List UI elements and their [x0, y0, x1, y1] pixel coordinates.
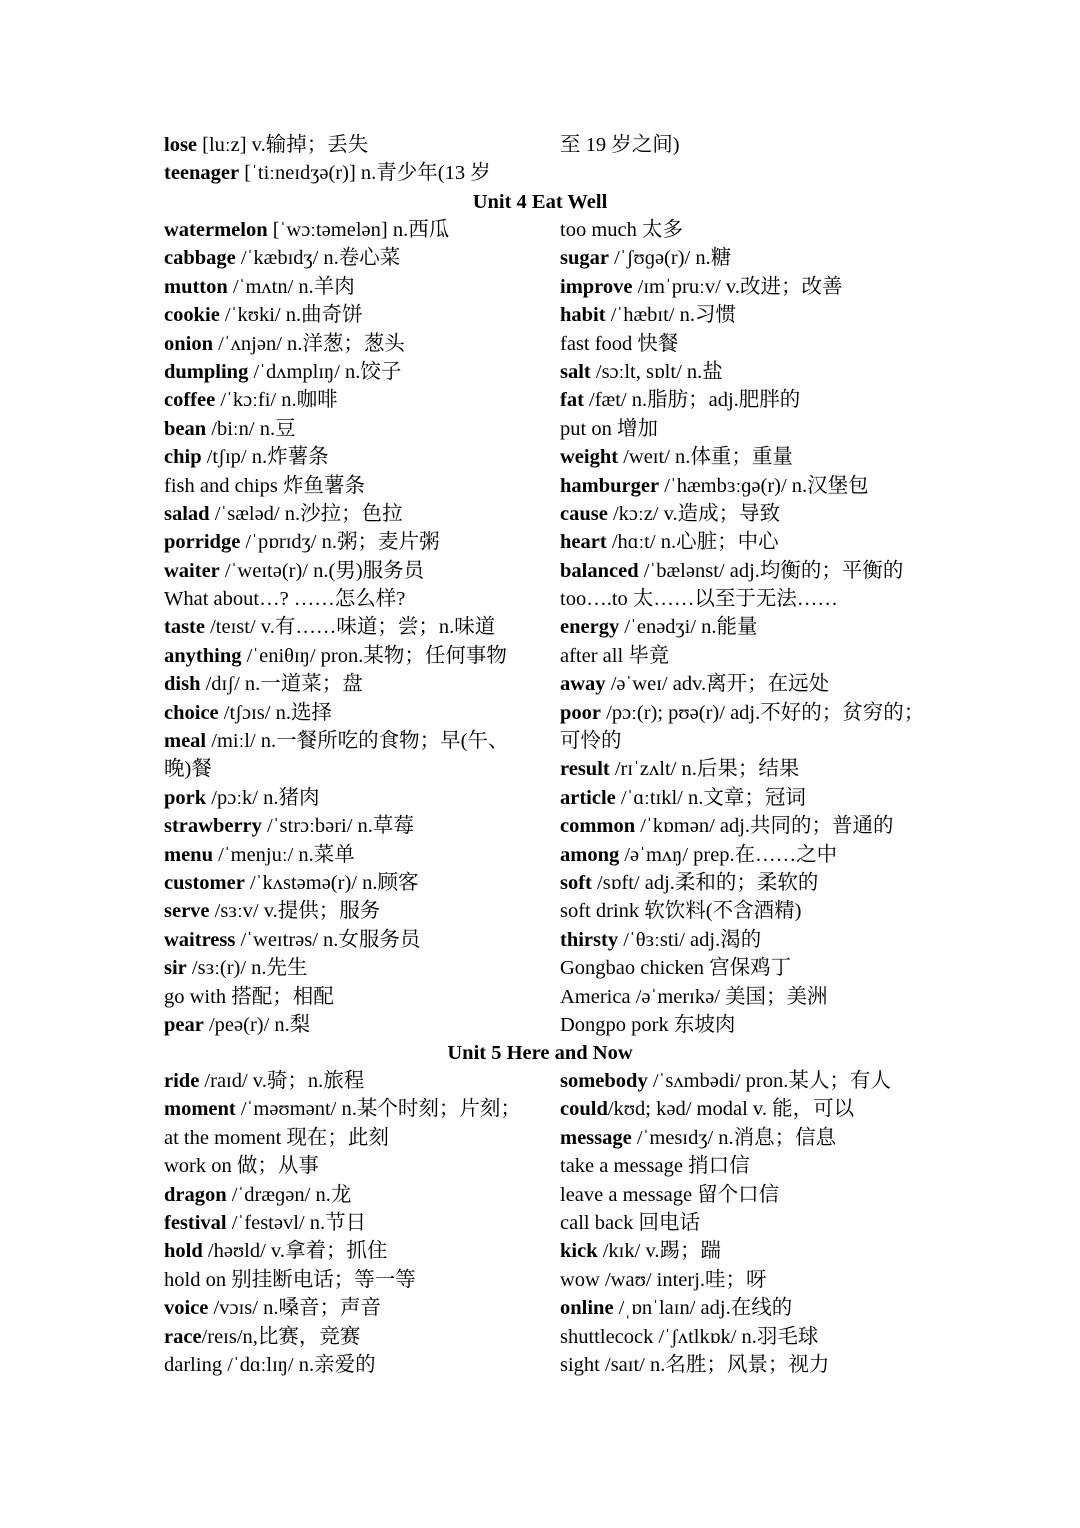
vocab-entry [560, 613, 924, 641]
vocab-entry [164, 131, 491, 159]
vocab-entry [164, 159, 491, 187]
vocab-entry [560, 500, 924, 528]
vocab-entry [164, 755, 509, 783]
vocab-definition: /ˌɒnˈlaɪn/ adj.在线的 [613, 1297, 793, 1320]
vocab-definition: /kɪk/ v.踢；踹 [597, 1240, 721, 1263]
vocab-entry [164, 330, 509, 358]
vocab-entry [560, 244, 924, 272]
vocab-definition: /fæt/ n.脂肪；adj.肥胖的 [583, 389, 801, 412]
vocab-headword: race [164, 1325, 202, 1348]
vocab-headword: meal [164, 730, 207, 753]
vocab-headword: common [560, 815, 636, 838]
vocab-headword: weight [560, 446, 619, 469]
vocab-headword: onion [164, 332, 213, 355]
vocab-definition: /ˈhæmbɜːɡə(r)/ n.汉堡包 [659, 474, 869, 497]
vocab-definition: /ˈmesɪdʒ/ n.消息；信息 [631, 1126, 837, 1149]
intro-right-column [560, 131, 680, 159]
vocab-definition: /ˈʌnjən/ n.洋葱；葱头 [213, 332, 405, 355]
vocab-definition: at the moment 现在；此刻 [164, 1126, 389, 1149]
vocab-headword: waitress [164, 928, 236, 951]
vocab-headword: porridge [164, 531, 241, 554]
vocab-headword: dish [164, 673, 201, 696]
vocab-entry [164, 301, 509, 329]
vocab-definition: /ˈməʊmənt/ n.某个时刻；片刻； [235, 1098, 521, 1121]
vocab-entry [164, 358, 509, 386]
vocab-definition: /ˈmʌtn/ n.羊肉 [227, 275, 355, 298]
vocab-entry [164, 500, 509, 528]
vocab-entry [560, 443, 924, 471]
vocab-definition: /hɑːt/ n.心脏；中心 [606, 531, 779, 554]
vocab-headword: watermelon [164, 219, 268, 241]
vocab-entry [560, 1067, 891, 1095]
vocab-headword: cabbage [164, 247, 236, 270]
vocab-entry [560, 841, 924, 869]
unit4-right-column [560, 216, 924, 1039]
vocab-definition: 至 19 岁之间) [560, 134, 680, 156]
vocab-headword: teenager [164, 162, 240, 185]
vocab-definition: leave a message 留个口信 [560, 1183, 780, 1206]
vocab-definition: /sɜːv/ v.提供；服务 [209, 900, 381, 923]
vocab-definition: too much 太多 [560, 219, 683, 241]
vocab-headword: dragon [164, 1183, 227, 1206]
vocab-headword: improve [560, 275, 633, 298]
vocab-entry [164, 244, 509, 272]
vocab-headword: taste [164, 616, 205, 639]
vocab-definition: America /əˈmerɪkə/ 美国；美洲 [560, 985, 828, 1008]
vocab-entry [164, 443, 509, 471]
vocab-definition: /kʊd; kəd/ modal v. 能，可以 [607, 1098, 855, 1121]
vocab-headword: festival [164, 1211, 227, 1234]
vocab-definition: /ˈɑːtɪkl/ n.文章；冠词 [615, 786, 806, 809]
intro-left-column [164, 131, 491, 188]
vocab-entry [164, 557, 509, 585]
vocab-entry [164, 613, 509, 641]
vocab-definition: fish and chips 炸鱼薯条 [164, 474, 365, 497]
vocab-definition: /ˈsæləd/ n.沙拉；色拉 [209, 502, 403, 525]
vocab-entry [164, 386, 509, 414]
vocab-definition: /biːn/ n.豆 [206, 417, 296, 440]
vocab-entry [560, 1294, 891, 1322]
vocab-definition: darling /ˈdɑːlɪŋ/ n.亲爱的 [164, 1353, 376, 1376]
vocab-entry [164, 1067, 521, 1095]
vocab-headword: somebody [560, 1070, 648, 1092]
vocab-definition: /sɔːlt, sɒlt/ n.盐 [590, 360, 723, 383]
vocab-definition: /ˈdʌmplɪŋ/ n.饺子 [248, 360, 402, 383]
vocab-entry [164, 1266, 521, 1294]
vocab-definition: shuttlecock /ˈʃʌtlkɒk/ n.羽毛球 [560, 1325, 819, 1348]
vocab-headword: energy [560, 616, 620, 639]
unit4-heading: Unit 4 Eat Well [472, 191, 608, 213]
vocab-definition: /ˈstrɔːbəri/ n.草莓 [261, 815, 414, 838]
vocab-definition: call back 回电话 [560, 1211, 701, 1234]
vocab-entry [164, 1351, 521, 1379]
vocab-headword: waiter [164, 559, 220, 582]
vocab-headword: cookie [164, 304, 220, 327]
vocab-headword: salad [164, 502, 210, 525]
vocab-definition: Dongpo pork 东坡肉 [560, 1013, 736, 1036]
vocab-definition: put on 增加 [560, 417, 658, 440]
vocab-entry [164, 415, 509, 443]
vocab-headword: habit [560, 304, 606, 327]
vocab-entry [164, 670, 509, 698]
vocab-entry [560, 1266, 891, 1294]
vocab-headword: among [560, 843, 620, 866]
vocab-definition: /ˈkɒmən/ adj.共同的；普通的 [635, 815, 894, 838]
vocab-headword: result [560, 758, 610, 781]
vocab-definition: /miːl/ n.一餐所吃的食物；早(午、 [206, 730, 509, 753]
vocab-definition: /pɔː(r); pʊə(r)/ adj.不好的；贫穷的； [601, 701, 925, 724]
vocab-headword: pear [164, 1013, 204, 1036]
vocab-headword: lose [164, 134, 198, 156]
vocab-headword: ride [164, 1070, 200, 1092]
vocab-definition: /ˈkʌstəmə(r)/ n.顾客 [244, 871, 419, 894]
vocab-entry [560, 670, 924, 698]
vocab-definition: wow /waʊ/ interj.哇；呀 [560, 1268, 767, 1291]
vocab-headword: article [560, 786, 616, 809]
vocab-headword: moment [164, 1098, 236, 1121]
vocab-definition: too….to 太……以至于无法…… [560, 588, 838, 611]
vocab-headword: cause [560, 502, 608, 525]
vocab-definition: go with 搭配；相配 [164, 985, 334, 1008]
vocab-entry [560, 812, 924, 840]
vocab-headword: anything [164, 644, 242, 667]
vocab-definition: /ˈθɜːsti/ adj.渴的 [618, 928, 762, 951]
vocab-definition: /həʊld/ v.拿着；抓住 [202, 1240, 388, 1263]
vocab-entry [560, 727, 924, 755]
vocab-entry [164, 1323, 521, 1351]
vocab-entry [560, 699, 924, 727]
vocab-headword: serve [164, 900, 210, 923]
vocab-definition: [ˈwɔːtəmelən] n.西瓜 [267, 219, 450, 241]
vocab-definition: [ˈtiːneɪdʒə(r)] n.青少年(13 岁 [239, 162, 491, 185]
vocab-entry [164, 926, 509, 954]
vocab-headword: fat [560, 389, 584, 412]
vocab-entry [164, 812, 509, 840]
vocab-entry [560, 301, 924, 329]
vocab-definition: /ˈdræɡən/ n.龙 [226, 1183, 352, 1206]
vocab-entry [560, 415, 924, 443]
vocab-entry [164, 1294, 521, 1322]
vocab-definition: /əˈmʌŋ/ prep.在……之中 [619, 843, 838, 866]
vocab-headword: salt [560, 360, 591, 383]
unit5-right-column [560, 1067, 891, 1379]
vocab-headword: coffee [164, 389, 216, 412]
vocab-entry [560, 784, 924, 812]
vocab-definition: /pɔːk/ n.猪肉 [206, 786, 320, 809]
vocab-entry [560, 472, 924, 500]
vocab-headword: bean [164, 417, 207, 440]
vocab-definition: /əˈweɪ/ adv.离开；在远处 [605, 673, 830, 696]
vocab-definition: /peə(r)/ n.梨 [203, 1013, 311, 1036]
vocab-definition: /teɪst/ v.有……味道；尝；n.味道 [204, 616, 496, 639]
vocab-entry [560, 869, 924, 897]
vocab-headword: poor [560, 701, 601, 724]
vocab-definition: /kɔːz/ v.造成；导致 [607, 502, 781, 525]
vocab-entry [560, 755, 924, 783]
vocab-definition: /ˈkɔːfi/ n.咖啡 [215, 389, 338, 412]
vocab-entry [164, 1237, 521, 1265]
vocab-definition: fast food 快餐 [560, 332, 679, 355]
vocab-headword: kick [560, 1240, 598, 1263]
vocab-headword: thirsty [560, 928, 619, 951]
vocab-entry [560, 358, 924, 386]
vocab-entry [560, 983, 924, 1011]
unit5-left-column [164, 1067, 521, 1379]
vocab-definition: /ˈmenjuː/ n.菜单 [212, 843, 355, 866]
vocab-entry [164, 897, 509, 925]
vocab-headword: voice [164, 1297, 209, 1320]
vocab-definition: 可怜的 [560, 730, 622, 753]
vocab-headword: online [560, 1297, 614, 1320]
vocab-definition: What about…? ……怎么样? [164, 588, 406, 611]
vocab-entry [560, 273, 924, 301]
vocab-headword: strawberry [164, 815, 262, 838]
unit5-heading: Unit 5 Here and Now [447, 1042, 633, 1064]
vocab-definition: take a message 捎口信 [560, 1155, 750, 1178]
vocab-definition: /tʃɪp/ n.炸薯条 [201, 446, 329, 469]
vocab-entry [164, 472, 509, 500]
vocab-headword: hold [164, 1240, 203, 1263]
vocab-entry [164, 1152, 521, 1180]
vocab-definition: hold on 别挂断电话；等一等 [164, 1268, 416, 1291]
vocab-entry [164, 727, 509, 755]
vocab-definition: /ˈsʌmbədi/ pron.某人；有人 [647, 1070, 891, 1092]
vocab-entry [164, 1124, 521, 1152]
vocab-entry [560, 642, 924, 670]
vocab-definition: /ˈweɪtrəs/ n.女服务员 [235, 928, 421, 951]
vocab-entry [164, 216, 509, 244]
vocab-entry [560, 1011, 924, 1039]
vocab-headword: sugar [560, 247, 609, 270]
vocab-headword: chip [164, 446, 202, 469]
vocab-definition: /rɪˈzʌlt/ n.后果；结果 [609, 758, 800, 781]
vocab-headword: heart [560, 531, 607, 554]
vocab-headword: customer [164, 871, 245, 894]
vocab-definition: /ˈʃʊɡə(r)/ n.糖 [608, 247, 732, 270]
vocab-entry [560, 585, 924, 613]
vocab-definition: /ˈenədʒi/ n.能量 [619, 616, 758, 639]
vocab-definition: /sɒft/ adj.柔和的；柔软的 [591, 871, 819, 894]
vocab-definition: /weɪt/ n.体重；重量 [618, 446, 793, 469]
vocab-definition: after all 毕竟 [560, 644, 670, 667]
vocab-definition: sight /saɪt/ n.名胜；风景；视力 [560, 1353, 830, 1376]
vocab-definition: /ˈpɒrɪdʒ/ n.粥；麦片粥 [240, 531, 440, 554]
vocab-definition: /sɜː(r)/ n.先生 [186, 957, 308, 980]
vocab-definition: /ˈweɪtə(r)/ n.(男)服务员 [219, 559, 425, 582]
vocab-headword: soft [560, 871, 592, 894]
vocab-entry [560, 1181, 891, 1209]
vocab-entry [164, 1011, 509, 1039]
vocab-headword: message [560, 1126, 632, 1149]
vocab-entry [560, 131, 680, 159]
unit4-left-column [164, 216, 509, 1039]
vocab-definition: /raɪd/ v.骑；n.旅程 [199, 1070, 365, 1092]
vocab-definition: work on 做；从事 [164, 1155, 319, 1178]
vocab-entry [164, 1209, 521, 1237]
vocab-entry [560, 1095, 891, 1123]
vocab-definition: /ɪmˈpruːv/ v.改进；改善 [632, 275, 843, 298]
vocab-headword: menu [164, 843, 213, 866]
vocab-entry [560, 1152, 891, 1180]
vocab-entry [164, 954, 509, 982]
vocab-definition: /ˈeniθɪŋ/ pron.某物；任何事物 [241, 644, 507, 667]
vocab-definition: /tʃɔɪs/ n.选择 [218, 701, 332, 724]
vocab-entry [164, 784, 509, 812]
vocab-headword: could [560, 1098, 608, 1121]
vocab-headword: hamburger [560, 474, 660, 497]
vocab-definition: /dɪʃ/ n.一道菜；盘 [200, 673, 363, 696]
vocab-entry [560, 330, 924, 358]
vocab-entry [164, 1095, 521, 1123]
vocab-entry [560, 216, 924, 244]
vocab-entry [560, 528, 924, 556]
vocab-entry [560, 926, 924, 954]
vocab-definition: /ˈfestəvl/ n.节日 [226, 1211, 367, 1234]
vocab-headword: mutton [164, 275, 228, 298]
vocab-definition: /ˈhæbɪt/ n.习惯 [605, 304, 736, 327]
vocab-entry [560, 1323, 891, 1351]
vocab-entry [560, 386, 924, 414]
vocab-headword: choice [164, 701, 219, 724]
vocab-entry [560, 1209, 891, 1237]
vocab-definition: soft drink 软饮料(不含酒精) [560, 900, 802, 923]
vocab-headword: pork [164, 786, 207, 809]
vocab-entry [560, 1124, 891, 1152]
vocab-headword: dumpling [164, 360, 249, 383]
vocab-entry [164, 273, 509, 301]
vocab-entry [560, 1351, 891, 1379]
vocab-entry [560, 897, 924, 925]
vocab-definition: /ˈbælənst/ adj.均衡的；平衡的 [638, 559, 904, 582]
vocab-definition: /ˈkʊki/ n.曲奇饼 [219, 304, 363, 327]
vocab-entry [164, 528, 509, 556]
vocab-definition: /ˈkæbɪdʒ/ n.卷心菜 [235, 247, 401, 270]
vocab-entry [164, 841, 509, 869]
vocab-definition: 晚)餐 [164, 758, 212, 781]
vocab-entry [560, 557, 924, 585]
vocab-entry [560, 1237, 891, 1265]
vocab-headword: sir [164, 957, 187, 980]
vocab-entry [560, 954, 924, 982]
vocab-definition: Gongbao chicken 宫保鸡丁 [560, 957, 792, 980]
vocab-entry [164, 585, 509, 613]
vocab-headword: away [560, 673, 606, 696]
vocab-headword: balanced [560, 559, 639, 582]
vocab-entry [164, 642, 509, 670]
vocab-entry [164, 1181, 521, 1209]
vocab-definition: /vɔɪs/ n.嗓音；声音 [208, 1297, 381, 1320]
vocab-entry [164, 699, 509, 727]
vocab-entry [164, 869, 509, 897]
vocab-definition: /reɪs/n,比赛，竞赛 [201, 1325, 361, 1348]
vocab-entry [164, 983, 509, 1011]
vocab-definition: [luːz] v.输掉；丢失 [197, 134, 369, 156]
